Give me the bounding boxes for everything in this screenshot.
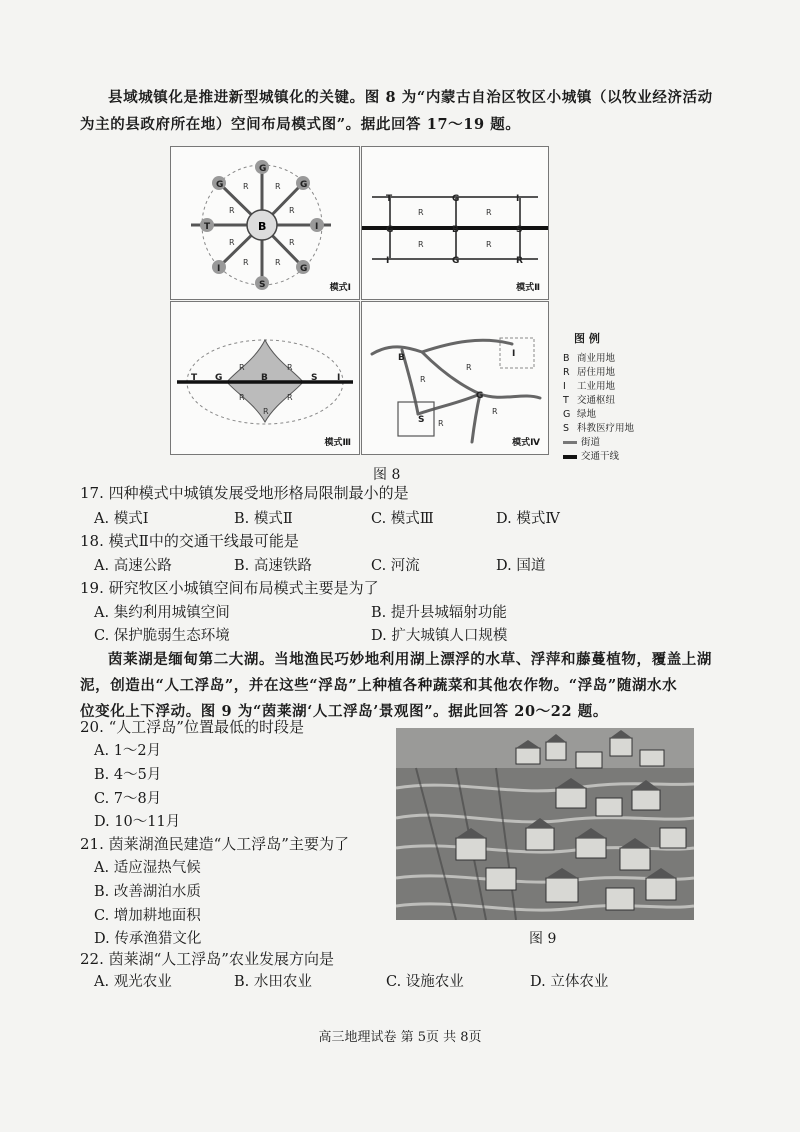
svg-text:R: R [229, 206, 235, 215]
svg-text:R: R [486, 240, 492, 249]
mode-4-label: 模式Ⅳ [512, 438, 540, 448]
legend-label: 绿地 [577, 409, 597, 420]
svg-text:G: G [259, 164, 267, 174]
legend-label: 居住用地 [577, 367, 616, 378]
mode-1-diagram [171, 147, 359, 299]
mode-2-diagram [362, 147, 548, 299]
svg-text:R: R [466, 363, 472, 372]
q22-option-a[interactable]: A. 观光农业 [94, 974, 172, 990]
legend-code: I [563, 381, 566, 392]
legend-label: 工业用地 [577, 381, 616, 392]
q17-option-c[interactable]: C. 模式Ⅲ [371, 511, 434, 527]
svg-text:B: B [452, 225, 459, 235]
q21-option-d[interactable]: D. 传承渔猎文化 [94, 931, 202, 947]
svg-text:S: S [516, 225, 523, 235]
svg-text:R: R [287, 363, 293, 372]
svg-text:R: R [275, 182, 281, 191]
q18-option-a[interactable]: A. 高速公路 [94, 558, 172, 574]
q22-option-c[interactable]: C. 设施农业 [386, 974, 464, 990]
legend-item [563, 392, 615, 406]
legend-item [563, 406, 596, 420]
svg-text:R: R [418, 240, 424, 249]
mode-1-panel [170, 146, 360, 300]
svg-text:R: R [486, 208, 492, 217]
svg-text:S: S [259, 280, 266, 290]
legend-title: 图 例 [574, 332, 600, 345]
q20-option-a[interactable]: A. 1～2月 [94, 743, 162, 759]
legend-code: B [563, 353, 570, 364]
page-footer: 高三地理试卷 第 5页 共 8页 [318, 1030, 482, 1045]
mode-4-diagram [362, 302, 548, 454]
intro1-line1: 县域城镇化是推进新型城镇化的关键。图 8 为“内蒙古自治区牧区小城镇（以牧业经济活动 [108, 89, 713, 106]
svg-text:R: R [287, 393, 293, 402]
intro2-line3: 位变化上下浮动。图 9 为“茵莱湖‘人工浮岛’景观图”。据此回答 20～22 题。 [80, 703, 609, 720]
legend-item [563, 420, 634, 434]
svg-text:R: R [516, 256, 523, 266]
q17-option-a[interactable]: A. 模式Ⅰ [94, 511, 149, 527]
svg-text:R: R [243, 182, 249, 191]
legend-label: 交通干线 [581, 451, 620, 462]
floating-island-landscape-image [396, 728, 694, 920]
legend-item [563, 448, 619, 462]
q18-option-c[interactable]: C. 河流 [371, 558, 420, 574]
svg-text:R: R [229, 238, 235, 247]
svg-text:G: G [300, 180, 308, 190]
svg-text:G: G [476, 391, 484, 401]
legend-code: S [563, 423, 570, 434]
svg-text:R: R [418, 208, 424, 217]
intro-paragraph-1b [80, 111, 521, 138]
q17-option-d[interactable]: D. 模式Ⅳ [496, 511, 560, 527]
svg-text:R: R [289, 238, 295, 247]
mode-1-label: 模式Ⅰ [329, 283, 351, 293]
legend-label: 商业用地 [577, 353, 616, 364]
q19-option-c[interactable]: C. 保护脆弱生态环境 [94, 628, 230, 644]
q19-option-b[interactable]: B. 提升县城辐射功能 [371, 605, 507, 621]
q18-option-d[interactable]: D. 国道 [496, 558, 546, 574]
svg-text:I: I [337, 373, 341, 383]
legend-item [563, 350, 615, 364]
legend-label: 科教医疗用地 [577, 423, 635, 434]
svg-text:R: R [263, 407, 269, 416]
intro1-line2: 为主的县政府所在地）空间布局模式图”。据此回答 17～19 题。 [80, 116, 521, 133]
intro-paragraph-1 [108, 84, 713, 111]
svg-text:G: G [216, 180, 224, 190]
q17-option-b[interactable]: B. 模式Ⅱ [234, 511, 293, 527]
mode-3-panel [170, 301, 360, 455]
svg-text:G: G [452, 194, 460, 204]
q21-option-b[interactable]: B. 改善湖泊水质 [94, 884, 201, 900]
svg-text:R: R [239, 363, 245, 372]
q22-option-d[interactable]: D. 立体农业 [530, 974, 609, 990]
legend-label: 交通枢纽 [577, 395, 616, 406]
legend-code: R [563, 367, 570, 378]
mode-4-panel [361, 301, 549, 455]
svg-text:R: R [492, 407, 498, 416]
q21-option-a[interactable]: A. 适应湿热气候 [94, 860, 201, 876]
svg-text:R: R [275, 258, 281, 267]
mode-2-panel [361, 146, 549, 300]
legend-item [563, 364, 615, 378]
svg-text:T: T [386, 194, 393, 204]
legend-item [563, 434, 600, 448]
q18-option-b[interactable]: B. 高速铁路 [234, 558, 312, 574]
question-18-stem: 18. 模式Ⅱ中的交通干线最可能是 [80, 532, 299, 550]
q22-option-b[interactable]: B. 水田农业 [234, 974, 312, 990]
q19-option-d[interactable]: D. 扩大城镇人口规模 [371, 628, 508, 644]
svg-text:R: R [289, 206, 295, 215]
svg-text:I: I [516, 194, 520, 204]
svg-text:G: G [452, 256, 460, 266]
q19-option-a[interactable]: A. 集约利用城镇空间 [94, 605, 230, 621]
figure-9-photo [396, 728, 694, 920]
svg-text:G: G [215, 373, 223, 383]
q21-option-c[interactable]: C. 增加耕地面积 [94, 908, 201, 924]
svg-text:S: S [418, 415, 425, 425]
figure-9-caption: 图 9 [529, 931, 557, 947]
svg-text:R: R [438, 419, 444, 428]
intro2-line1: 茵莱湖是缅甸第二大湖。当地渔民巧妙地利用湖上漂浮的水草、浮萍和藤蔓植物，覆盖上湖 [108, 651, 712, 668]
street-line-icon [563, 441, 577, 444]
svg-text:I: I [315, 222, 319, 232]
svg-text:I: I [386, 256, 390, 266]
mode-3-label: 模式Ⅲ [324, 438, 351, 448]
svg-text:I: I [512, 349, 516, 359]
svg-text:G: G [300, 264, 308, 274]
svg-text:B: B [398, 353, 405, 363]
mode-3-diagram [171, 302, 359, 454]
q20-option-c[interactable]: C. 7～8月 [94, 791, 162, 807]
legend-item [563, 378, 615, 392]
svg-text:R: R [420, 375, 426, 384]
svg-text:R: R [243, 258, 249, 267]
legend-code: T [563, 395, 569, 406]
question-21-stem: 21. 茵莱湖渔民建造“人工浮岛”主要为了 [80, 835, 349, 853]
svg-text:R: R [239, 393, 245, 402]
question-19-stem: 19. 研究牧区小城镇空间布局模式主要是为了 [80, 579, 379, 597]
mode-2-label: 模式Ⅱ [516, 283, 540, 293]
q20-option-b[interactable]: B. 4～5月 [94, 767, 162, 783]
svg-text:G: G [386, 225, 394, 235]
svg-text:B: B [261, 373, 268, 383]
legend-label: 街道 [581, 437, 601, 448]
trunk-line-icon [563, 455, 577, 459]
svg-text:T: T [204, 222, 211, 232]
figure-8-caption: 图 8 [373, 467, 401, 483]
question-20-stem: 20. “人工浮岛”位置最低的时段是 [80, 718, 304, 736]
q20-option-d[interactable]: D. 10～11月 [94, 814, 181, 830]
svg-text:T: T [191, 373, 198, 383]
intro2-line2: 泥，创造出“人工浮岛”，并在这些“浮岛”上种植各种蔬菜和其他农作物。“浮岛”随湖水水 [80, 677, 678, 694]
question-17-stem: 17. 四种模式中城镇发展受地形格局限制最小的是 [80, 484, 409, 502]
svg-text:I: I [217, 264, 221, 274]
question-22-stem: 22. 茵莱湖“人工浮岛”农业发展方向是 [80, 950, 334, 968]
svg-text:B: B [258, 220, 267, 233]
svg-text:S: S [311, 373, 318, 383]
legend-code: G [563, 409, 571, 420]
